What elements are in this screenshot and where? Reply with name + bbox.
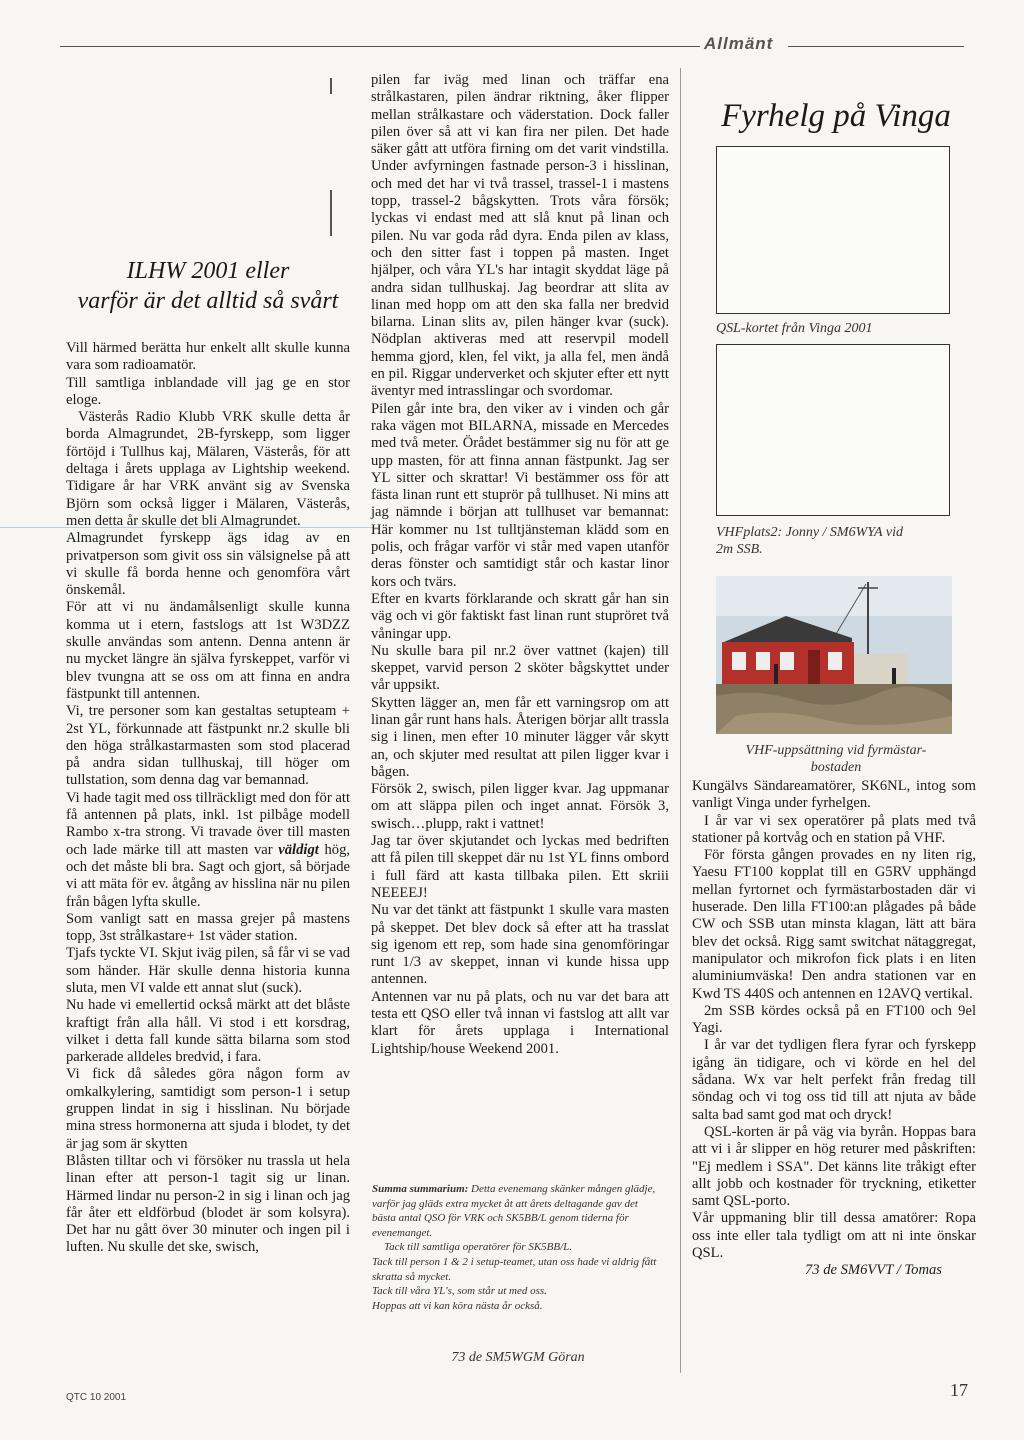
summary-box bbox=[372, 1182, 664, 1313]
paragraph: Jag tar över skjutandet och lyckas med bedriften att få pilen till skeppet där nu 1st YL finns ombord i full färd att kasta tillbaka pilen. Ett skriii NEEEEJ! bbox=[371, 833, 669, 901]
paragraph: Blåsten tilltar och vi försöker nu trassla ut hela linan efter att person-1 tagit sig ur linan. Härmed lindar nu person-2 in sig i linan och jag får åter ett eldförbud (blodet är som kolsyra). Det har nu gått över 30 minuter och ingen pil i luften. Nu skulle det ske, swisch, bbox=[66, 1152, 350, 1256]
emphasis: väldigt bbox=[278, 841, 319, 858]
vhf-station-photo bbox=[716, 344, 950, 516]
person bbox=[892, 668, 896, 686]
paragraph: För att vi nu ändamålsenligt skulle kunna komma ut i etern, fastslogs att 1st W3DZZ skulle användas som antenn. Denna antenn är nu mycket längre än själva fyrskeppet, varför vi blev tvungna att se oss om att finna en andra fästpunkt till antennen. bbox=[66, 599, 350, 702]
summary-line: Hoppas att vi kan köra nästa år också. bbox=[372, 1299, 543, 1312]
house-window bbox=[828, 652, 842, 670]
summary-text: Detta evenemang skänker mången glädje, varför jag gläds extra mycket åt att årets deltagande gav det bästa antal QSO för VRK och SK5BB/L genom tiderna för evenemanget. bbox=[372, 1183, 656, 1239]
paragraph: Nu var det tänkt att fästpunkt 1 skulle vara masten på skeppet. Det blev dock så efter att ha trasslat sig igenom ett rep, som hade sina genomföringar runt 1/3 av skeppet, innan vi kunde hissa upp antennen. bbox=[371, 902, 669, 988]
paragraph: Nu hade vi emellertid också märkt att det blåste kraftigt från alla håll. Vi stod i ett korsdrag, vilket i detta fall kunde sätta bilarna som stod parkerade alldeles bredvid, i fara. bbox=[66, 997, 350, 1066]
summary-line: Tack till person 1 & 2 i setup-teamet, utan oss hade vi aldrig fått skratta så mycket. bbox=[372, 1255, 657, 1283]
paragraph: QSL-korten är på väg via byrån. Hoppas bara att vi i år slipper en hög returer med påskriften: "Ej medlem i SSA". Det känns lite tråkigt efter allt jobb och kostnader för tryckning, etiketter samt QSL-porto. bbox=[692, 1123, 976, 1210]
person bbox=[774, 664, 778, 686]
article1-title-line2: varför är det alltid så svårt bbox=[77, 288, 339, 314]
paragraph: Vi, tre personer som kan gestaltas setupteam + 2st YL, förkunnade att fästpunkt nr.2 skulle bli den höga strålkastarmasten som stod placerad på andra sidan tullhuskaj, till höger om tullstation, som denna dag var bemannad. bbox=[66, 703, 350, 789]
paragraph: Nu skulle bara pil nr.2 över vattnet (kajen) till skeppet, varvid person 2 sköter bågskyttet under vår uppsikt. bbox=[371, 642, 669, 694]
qsl-caption: QSL-kortet från Vinga 2001 bbox=[716, 321, 873, 336]
qsl-card-photo bbox=[716, 146, 950, 314]
section-label: Allmänt bbox=[704, 34, 774, 53]
paragraph: I år var vi sex operatörer på plats med två stationer på kortvåg och en station på VHF. bbox=[692, 812, 976, 846]
article1-signature: 73 de SM5WGM Göran bbox=[451, 1350, 585, 1365]
paragraph-text: Vi hade tagit med oss tillräckligt med don för att få antennen på plats, inkl. 1st pilbåge modell Rambo x-tra strong. Vi travade över till masten och lade märke till att masten var bbox=[66, 789, 350, 858]
article2-title: Fyrhelg på Vinga bbox=[721, 98, 951, 134]
paragraph: Försök 2, swisch, pilen ligger kvar. Jag uppmanar om att släppa pilen och inget annat. Försök 3, swisch…plupp, rakt i vattnet! bbox=[371, 781, 669, 832]
paragraph: Almagrundet fyrskepp ägs idag av en privatperson som givit oss sin välsignelse på att vi skulle få borda henne och genomföra vårt önskemål. bbox=[66, 530, 350, 599]
paragraph: Vill härmed berätta hur enkelt allt skulle kunna vara som radioamatör. bbox=[66, 340, 350, 374]
scan-mark bbox=[330, 190, 332, 236]
summary-line: Tack till våra YL's, som står ut med oss. bbox=[372, 1285, 547, 1298]
paragraph: Antennen var nu på plats, och nu var det bara att testa ett QSO eller två innan vi fastslog att allt var klart för årets upplaga i International Lightship/house Weekend 2001. bbox=[371, 988, 669, 1057]
scan-mark bbox=[330, 78, 332, 94]
paragraph: För första gången provades en ny liten rig, Yaesu FT100 kopplat till en G5RV upphängd mellan fyrtornet och fyrmästarbostaden där vi huserade. Den lilla FT100:an plågades på både CW och SSB utan minsta klagan, lätt att bära blev det också. Rigg samt switchat nätaggregat, manipulator och mikrofon fick plats i en liten aluminiumväska! Den andra stationen var en Kwd TS 440S och antennen en 12AVQ vertikal. bbox=[692, 847, 976, 1002]
header-rule-left bbox=[60, 46, 700, 47]
article2-text bbox=[692, 778, 976, 1280]
setup-caption bbox=[716, 742, 956, 776]
paragraph: Skytten lägger an, men får ett varningsrop om att linan går runt hans hals. Återigen börjar allt trassla sig i linen, men efter 10 minuter lägger vår skytt an, och skjuter med resultat att pilen ligger kvar i bågen. bbox=[371, 694, 669, 780]
paragraph-text: hög, och det måste bli bra. Sagt och gjort, så började vi att mäta för ev. åtgång av hisslina när nu pilen från bågen lyfta skulle. bbox=[66, 841, 351, 910]
issue-label: QTC 10 2001 bbox=[66, 1392, 127, 1403]
header-rule-right bbox=[788, 46, 964, 47]
article2-signature: 73 de SM6VVT / Tomas bbox=[804, 1262, 942, 1279]
setup-caption-line2: bostaden bbox=[810, 760, 862, 775]
paragraph: Kungälvs Sändareamatörer, SK6NL, intog som vanligt Vinga under fyrhelgen. bbox=[692, 778, 976, 812]
paragraph: 2m SSB kördes också på en FT100 och 9el Yagi. bbox=[692, 1002, 976, 1037]
vhf-caption-line2: 2m SSB. bbox=[716, 542, 763, 557]
paragraph: Som vanligt satt en massa grejer på mastens topp, 3st strålkastare+ 1st väder station. bbox=[66, 910, 350, 945]
vhf-caption-line1: VHFplats2: Jonny / SM6WYA vid bbox=[716, 525, 903, 540]
paragraph: Vi fick då således göra någon form av omkalkylering, samtidigt som person-1 i setup gruppen lindat in sig i hisslinan. Nu började mina stress hormonerna att sjuda i blodet, ty det är jag som är skytten bbox=[66, 1066, 350, 1152]
summary-line: Tack till samtliga operatörer för SK5BB/L. bbox=[384, 1241, 573, 1254]
article1-title bbox=[66, 256, 350, 316]
setup-caption-line1: VHF-uppsättning vid fyrmästar- bbox=[745, 743, 927, 758]
paragraph: Tjafs tyckte VI. Skjut iväg pilen, så får vi se vad som händer. Här skulle denna historia kunna sluta, men VI valde ett annat slut (suck). bbox=[66, 945, 350, 996]
sky-haze bbox=[716, 576, 952, 616]
paragraph bbox=[66, 790, 350, 911]
article1-title-line1: ILHW 2001 eller bbox=[126, 258, 290, 284]
paragraph: Pilen går inte bra, den viker av i vinden och går raka vägen mot BILARNA, missade en Mercedes med två meter. Örådet bestämmer sig nu för att ge upp masten, för att finna annan fästpunkt. Jag ser YL sitter och skrattar! Vi bestämmer oss för att fästa linan runt ett stuprör på tullhuset. Ni mins att jag nämnde i början att tullhuset var bemannat: Här kommer nu 1st tulltjänsteman klädd som en polis, och frågar varför vi står med vapen utanför deras fönster och samtidigt står och kastar linor kors och tvärs. bbox=[371, 400, 669, 590]
article1-column1 bbox=[66, 340, 350, 1257]
house-door bbox=[808, 650, 820, 684]
page-number: 17 bbox=[950, 1380, 968, 1400]
summary-paragraph bbox=[372, 1182, 664, 1240]
vhf-setup-photo bbox=[716, 576, 952, 734]
column-divider bbox=[680, 68, 681, 1373]
house-window bbox=[732, 652, 746, 670]
vhf-caption bbox=[716, 524, 956, 558]
paragraph: Efter en kvarts förklarande och skratt går han sin väg och vi gör faktiskt fast linan runt stupröret två våningar upp. bbox=[371, 590, 669, 642]
article1-column2 bbox=[371, 72, 669, 1058]
house-window bbox=[780, 652, 794, 670]
paragraph: pilen far iväg med linan och träffar ena strålkastaren, pilen ändrar riktning, åker flipper mellan strålkastare och väderstation. Dock faller pilen över så att vi kan fira ner pilen. Det hade säker gått att utföra firning om det varit vindstilla. Under avfyrningen fastnade person-3 i hisslinan, och med det har vi två trassel, trassel-1 i mastens topp, trassel-2 bågskytten. Trots våra försök; lyckas vi endast med att slå knut på linan och pilen. Nu var goda råd dyra. Enda pilen av klass, och den sitter fast i toppen på masten. Inget hjälper, och våra YL's har intagit skyddat läge på andra sidan tullhuskaj. Jag beordrar att slita av linan med hopp om att den ska falla ner bredvid bilarna. Linan slits av, pilen hänger kvar (suck). Nödplan aktiveras med att reservpil modell hemma gjord, klen, fel vikt, ja alla fel, men ändå en pil. Riggar underverket och skjuter efter ett nytt äventyr med intrasslingar och svordomar. bbox=[371, 72, 669, 400]
paragraph: I år var det tydligen flera fyrar och fyrskepp igång än tidigare, och vi körde en hel del sådana. Wx var helt perfekt från fredag till söndag och vi tog oss tid till att njuta av både salta bad samt god mat och dryck! bbox=[692, 1037, 976, 1123]
shed bbox=[854, 654, 908, 684]
summary-label: Summa summarium: bbox=[372, 1183, 469, 1195]
paragraph: Vår uppmaning blir till dessa amatörer: Ropa oss inte eller tala tydligt om att ni inte önskar QSL. bbox=[692, 1210, 976, 1262]
house-window bbox=[756, 652, 770, 670]
paragraph: Till samtliga inblandade vill jag ge en stor eloge. bbox=[66, 374, 350, 408]
paragraph: Västerås Radio Klubb VRK skulle detta år borda Almagrundet, 2B-fyrskepp, som ligger förtöjd i Tullhus kaj, Mälaren, Västerås, för att deltaga i årets upplaga av Lightship weekend. Tidigare år har VRK använt sig av Svenska Björn som också ligger i Mälaren, Västerås, men detta år skulle det bli Almagrundet. bbox=[66, 409, 350, 529]
